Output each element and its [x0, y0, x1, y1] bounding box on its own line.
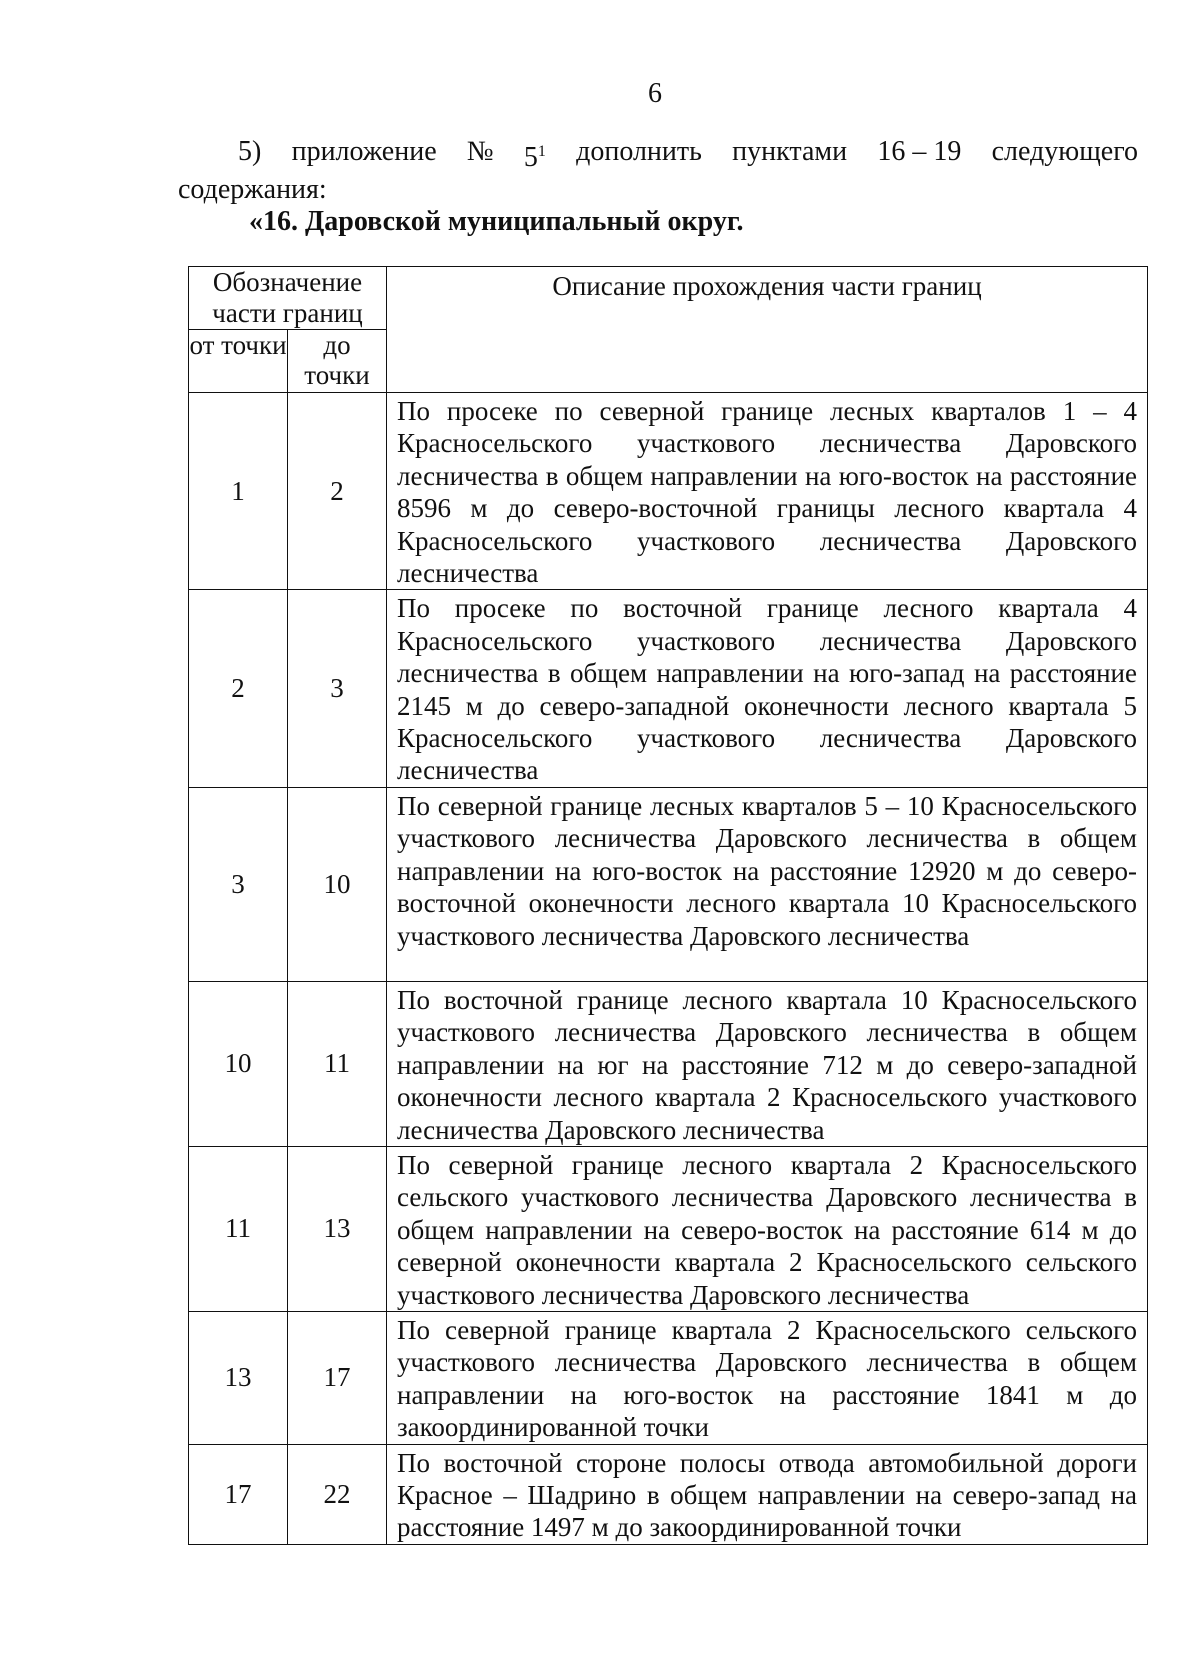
intro-word-with-superscript: $5^1$ — [523, 142, 546, 173]
to-point: 17 — [288, 1311, 387, 1444]
intro-word: пунктами — [732, 136, 848, 167]
boundary-description: По просеке по северной границе лесных кварталов 1 – 4 Красносельского участкового лесничества Даровского лесничества в общем направлении на юго-восток на расстояние 8596 м до северо-восточной границы лесного квартала 4 Красносельского участкового лесничества Даровского лесничества — [387, 393, 1148, 590]
from-point: 13 — [189, 1311, 288, 1444]
intro-word: 16 – 19 — [877, 136, 962, 167]
boundary-description: По восточной стороне полосы отвода автомобильной дороги Красное – Шадрино в общем направлении на северо-запад на расстояние 1497 м до закоординированной точки — [387, 1444, 1148, 1544]
header-to: до точки — [288, 330, 387, 393]
from-point: 2 — [189, 590, 288, 787]
intro-line-2: содержания: — [178, 174, 327, 205]
header-description: Описание прохождения части границ — [387, 267, 1148, 393]
to-point: 13 — [288, 1146, 387, 1311]
to-point: 11 — [288, 981, 387, 1146]
intro-paragraph — [178, 136, 1138, 238]
boundary-description: По северной границе квартала 2 Красносельского сельского участкового лесничества Даровского лесничества в общем направлении на юго-восток на расстояние 1841 м до закоординированной точки — [387, 1311, 1148, 1444]
from-point: 1 — [189, 393, 288, 590]
intro-word: 5) — [238, 136, 262, 167]
boundary-table — [188, 266, 1148, 1545]
intro-word: № — [466, 136, 494, 167]
from-point: 3 — [189, 787, 288, 981]
to-point: 22 — [288, 1444, 387, 1544]
boundary-description: По северной границе лесных кварталов 5 – 10 Красносельского участкового лесничества Даровского лесничества в общем направлении на юго-восток на расстояние 12920 м до северо-восточной оконечности лесного квартала 10 Красносельского участкового лесничества Даровского лесничества — [387, 787, 1148, 981]
to-point: 3 — [288, 590, 387, 787]
table-row — [189, 1444, 1148, 1544]
from-point: 10 — [189, 981, 288, 1146]
to-point: 2 — [288, 393, 387, 590]
table-row — [189, 393, 1148, 590]
table-header-row — [189, 267, 1148, 330]
page-number: 6 — [648, 78, 662, 109]
intro-line-1 — [238, 136, 1138, 174]
superscript: 1 — [537, 143, 546, 160]
to-point: 10 — [288, 787, 387, 981]
boundary-description: По восточной границе лесного квартала 10 Красносельского участкового лесничества Даровского лесничества в общем направлении на юг на расстояние 712 м до северо-западной оконечности лесного квартала 2 Красносельского участкового лесничества Даровского лесничества — [387, 981, 1148, 1146]
table-row — [189, 590, 1148, 787]
boundary-description: По северной границе лесного квартала 2 Красносельского сельского участкового лесничества Даровского лесничества в общем направлении на северо-восток на расстояние 614 м до северной оконечности квартала 2 Красносельского сельского участкового лесничества Даровского лесничества — [387, 1146, 1148, 1311]
boundary-description: По просеке по восточной границе лесного квартала 4 Красносельского участкового лесничества Даровского лесничества в общем направлении на юго-запад на расстояние 2145 м до северо-западной оконечности лесного квартала 5 Красносельского участкового лесничества Даровского лесничества — [387, 590, 1148, 787]
intro-word: приложение — [291, 136, 437, 167]
intro-word: дополнить — [576, 136, 702, 167]
table-row — [189, 1311, 1148, 1444]
from-point: 11 — [189, 1146, 288, 1311]
header-designation: Обозначение части границ — [189, 267, 387, 330]
header-from: от точки — [189, 330, 288, 393]
intro-word: следующего — [991, 136, 1138, 167]
table-row — [189, 1146, 1148, 1311]
section-heading: «16. Даровской муниципальный округ. — [249, 206, 744, 237]
from-point: 17 — [189, 1444, 288, 1544]
table-row — [189, 787, 1148, 981]
table-row — [189, 981, 1148, 1146]
